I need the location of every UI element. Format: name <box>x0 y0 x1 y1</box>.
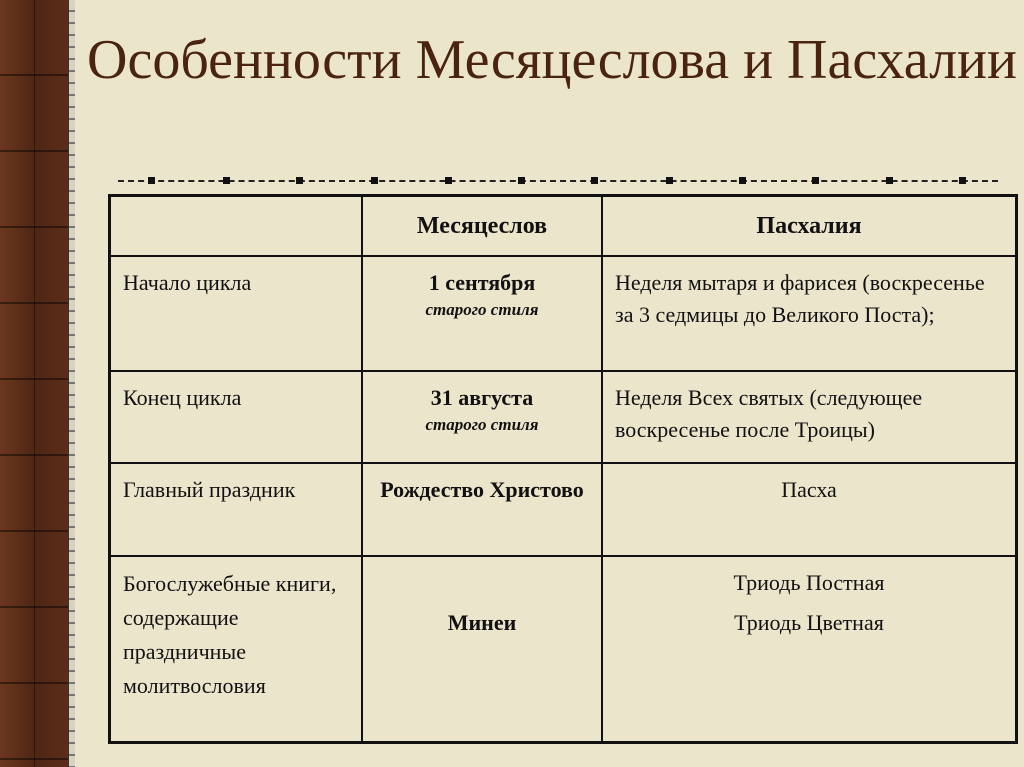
pas-cell: Пасха <box>602 463 1017 556</box>
pas-cell: Неделя Всех святых (следующее воскресенье после Троицы) <box>602 371 1017 463</box>
row-label: Главный праздник <box>110 463 363 556</box>
table-row <box>110 556 1017 743</box>
decorative-border <box>0 0 74 767</box>
pas-value: Триодь Постная <box>733 570 885 595</box>
row-label: Конец цикла <box>110 371 363 463</box>
page-title: Особенности Месяцеслова и Пасхалии <box>87 29 1017 91</box>
mes-cell <box>362 256 602 371</box>
mes-value: 1 сентября <box>428 270 536 295</box>
table-row <box>110 463 1017 556</box>
header-mesyatseslov: Месяцеслов <box>362 196 602 257</box>
pas-cell: Неделя мытаря и фарисея (воскресенье за 3 седмицы до Великого Поста); <box>602 256 1017 371</box>
header-empty <box>110 196 363 257</box>
table-row <box>110 371 1017 463</box>
mes-cell: Рождество Христово <box>362 463 602 556</box>
divider <box>118 180 998 190</box>
table-header <box>110 196 1017 257</box>
pas-cell <box>602 556 1017 743</box>
row-label: Богослужебные книги, содержащие праздничные молитвословия <box>110 556 363 743</box>
comparison-table <box>108 194 1018 744</box>
mes-cell <box>362 371 602 463</box>
mes-cell: Минеи <box>362 556 602 743</box>
mes-sub: старого стиля <box>425 415 539 434</box>
header-paskhaliya: Пасхалия <box>602 196 1017 257</box>
mes-sub: старого стиля <box>425 300 539 319</box>
mes-value: 31 августа <box>430 385 534 410</box>
row-label: Начало цикла <box>110 256 363 371</box>
table-row <box>110 256 1017 371</box>
pas-value-2: Триодь Цветная <box>734 610 884 635</box>
